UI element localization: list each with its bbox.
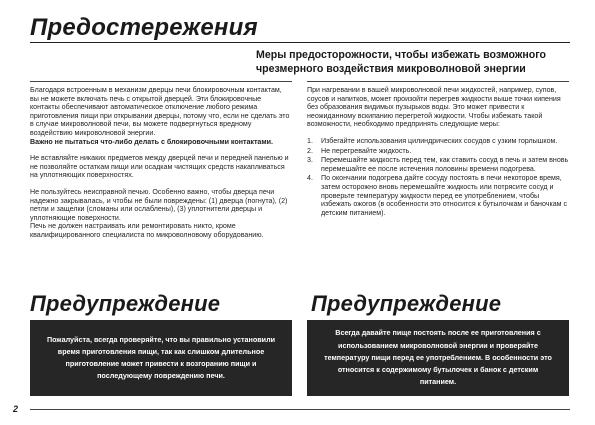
left-paragraph: Не пользуйтесь неисправной печью. Особенно важно, чтобы дверца печи надежно закрывалась, и чтобы не были повреждены: (1) дверца (погнута), (2) петли и защелки (сломаны или ослаблены), (3) уплотнители дверцы и уплотняющие поверхности. [30,187,288,222]
right-warning-box [307,320,569,396]
bottom-divider [30,409,570,410]
left-paragraph: Печь не должен настраивать или ремонтировать никто, кроме квалифицированного специалиста по микроволновому оборудованию. [30,222,264,239]
left-warning-title: Предупреждение [30,291,221,316]
left-column-divider [30,81,292,82]
list-text: Избегайте использования цилиндрических сосудов с узким горлышком. [321,136,558,145]
left-warning-text: Пожалуйста, всегда проверяйте, что вы правильно установили время приготовления пищи, так как слишком длительное приготовление может привести к возгоранию пищи и последующему повреждению печи. [46,334,276,381]
page-number: 2 [13,404,19,414]
list-item [307,137,569,146]
right-intro: При нагревании в вашей микроволновой печи жидкостей, например, супов, соусов и напитков, может произойти перегрев жидкости выше точки кипения без образования видимых пузырьков воды. Это может привести к неожиданному вскипанию перегретой жидкости. Чтобы избежать такой возможности, необходимо предпринять следующие меры: [307,86,561,129]
list-item [307,174,569,217]
page-title: Предостережения [30,14,258,41]
list-number: 2. [307,146,313,155]
list-number: 1. [307,136,313,145]
right-column [307,86,569,218]
right-warning-title: Предупреждение [311,291,502,316]
list-number: 4. [307,174,313,183]
left-paragraph: Благодаря встроенным в механизм дверцы печи блокировочным контактам, вы не можете включать печь с открытой дверцей. Эти блокировочные контакты обеспечивают автоматическое отключение любого режима приготовления пищи при открывании дверцы, потому что, если не сделать это в случае микроволновой печи, вы можете подвергнуться вредному воздействию микроволновой энергии. [30,86,290,137]
title-divider [30,42,570,43]
list-text: По окончании подогрева дайте сосуду постоять в печи некоторое время, затем осторожно вновь перемешайте жидкость или потрясите сосуд и проверьте температуру жидкости перед ее употреблением, чтобы избежать ожогов (в особенности это относится к бутылочкам и баночкам с детским питанием). [321,174,568,217]
left-paragraph: Не вставляйте никаких предметов между дверцей печи и передней панелью и не позволяйте остаткам пищи или осадкам чистящих средств накапливаться на уплотняющих поверхностях. [30,154,289,180]
list-item [307,156,569,173]
left-column [30,86,292,248]
list-number: 3. [307,156,313,165]
right-warning-text: Всегда давайте пище постоять после ее приготовления с использованием микроволновой энергии и проверяйте температуру пищи перед ее употреблением. В особенности это относится к содержимому бутылочек и банок с детским питанием. [324,328,552,387]
left-warning-box [30,320,292,396]
list-text: Не перегревайте жидкость. [321,146,412,155]
precaution-list [307,137,569,217]
list-text: Перемешайте жидкость перед тем, как ставить сосуд в печь и затем вновь перемешайте ее после истечения половины времени подогрева. [321,156,569,173]
list-item [307,147,569,156]
left-paragraph-important: Важно не пытаться что-либо делать с блокировочными контактами. [30,137,273,146]
right-column-divider [307,81,569,82]
page-subtitle: Меры предосторожности, чтобы избежать возможного чрезмерного воздействия микроволновой энергии [256,49,546,75]
